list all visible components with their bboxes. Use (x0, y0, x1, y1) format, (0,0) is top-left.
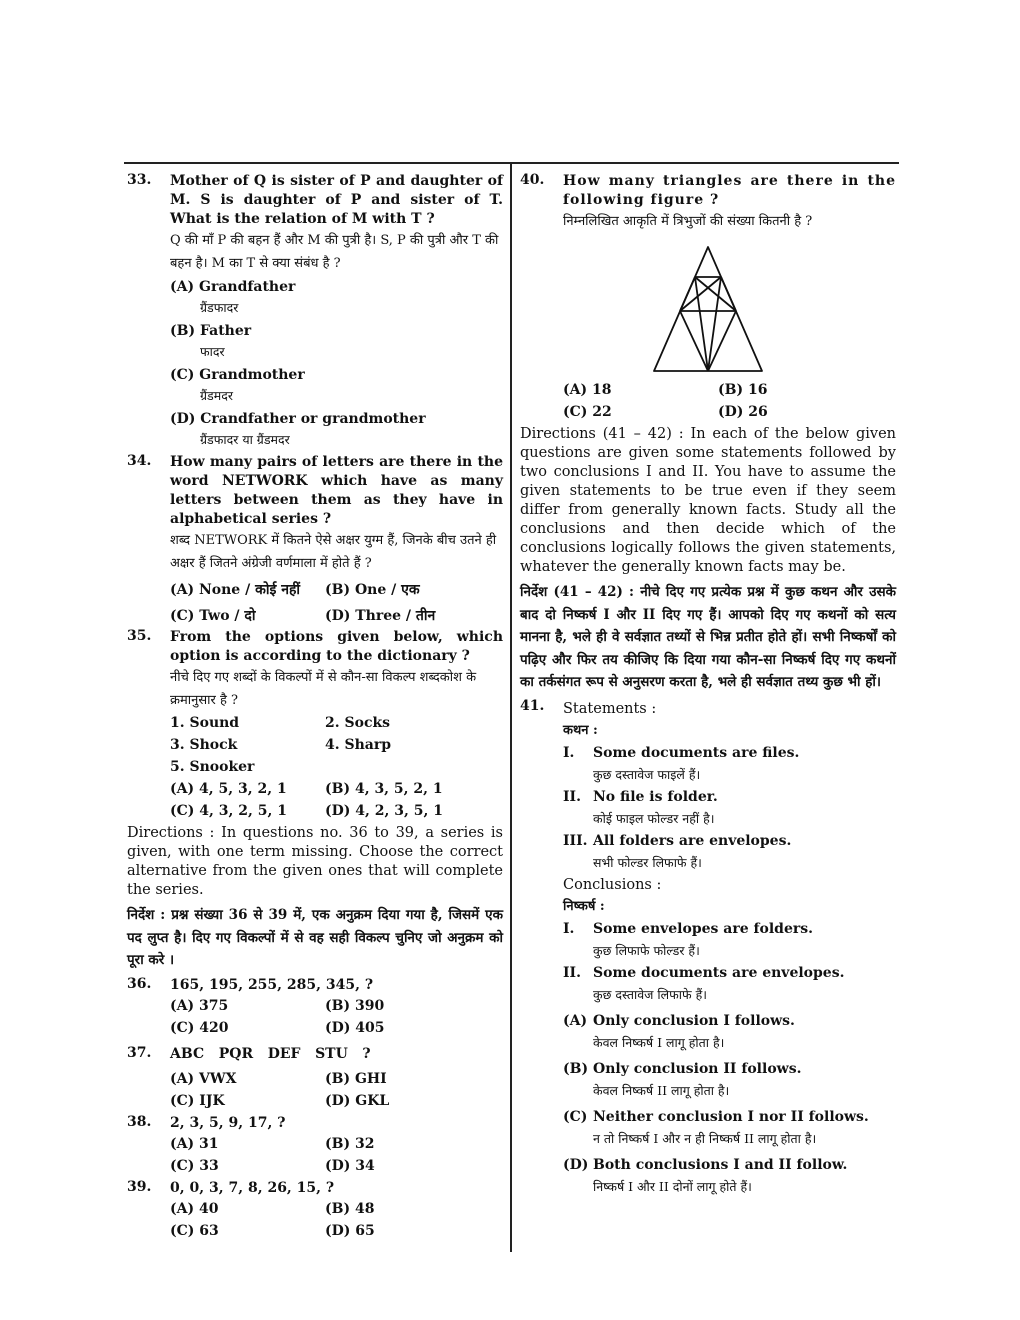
roman-numeral: I. (563, 920, 575, 937)
option-label: (A) (563, 1012, 588, 1029)
conclusion-1-hi: कुछ लिफाफे फोल्डर हैं। (593, 942, 700, 958)
option-c[interactable] (563, 1106, 896, 1128)
word-3: 3. Shock (170, 737, 238, 753)
option-c[interactable]: (C) 22 (563, 404, 612, 420)
question-text-en: How many pairs of letters are there in the word NETWORK which have as many letters between them as they have in alphabetical series ? (170, 454, 503, 527)
option-text: Neither conclusion I nor II follows. (593, 1108, 869, 1125)
word-1: 1. Sound (170, 715, 240, 731)
option-b-hi: फादर (200, 344, 225, 359)
option-a-hi: केवल निष्कर्ष I लागू होता है। (593, 1034, 725, 1050)
directions-36-39-hi: निर्देश : प्रश्न संख्या 36 से 39 में, एक अनुक्रम दिया गया है, जिसमें एक पद लुप्त है। दिए गए विकल्पों में से वह सही विकल्प चुनिए जो अनुक्रम को पूरा करे । (127, 907, 503, 968)
option-b[interactable]: (B) 32 (325, 1135, 375, 1152)
option-a[interactable]: (A) VWX (170, 1070, 237, 1087)
question-33 (127, 172, 503, 451)
option-c[interactable]: (C) 4, 3, 2, 5, 1 (170, 803, 287, 819)
conclusion-2 (563, 962, 896, 984)
left-column (127, 172, 503, 1242)
option-d[interactable]: (D) 405 (325, 1019, 385, 1036)
question-41 (520, 698, 896, 1198)
statement-text: No file is folder. (593, 788, 718, 805)
option-b-hi: केवल निष्कर्ष II लागू होता है। (593, 1082, 730, 1098)
question-38 (127, 1114, 503, 1177)
option-b[interactable]: (B) 16 (718, 382, 768, 398)
question-37 (127, 1045, 503, 1112)
option-a[interactable]: (A) None / कोई नहीं (170, 582, 301, 598)
word-5: 5. Snooker (170, 759, 255, 775)
option-c-hi: ग्रैंडमदर (200, 388, 233, 403)
question-text: 2, 3, 5, 9, 17, ? (170, 1114, 286, 1131)
question-text-en: From the options given below, which option is according to the dictionary ? (170, 629, 503, 664)
question-number: 36. (127, 975, 152, 992)
option-b[interactable]: (B) 4, 3, 5, 2, 1 (325, 781, 443, 797)
statements-label: Statements : (563, 700, 657, 717)
question-number: 41. (520, 697, 545, 714)
roman-numeral: II. (563, 788, 581, 805)
option-a[interactable] (563, 1010, 896, 1032)
option-text: Both conclusions I and II follow. (593, 1156, 848, 1173)
option-c[interactable]: (C) Grandmother (170, 367, 305, 383)
roman-numeral: III. (563, 832, 588, 849)
question-text-hi: नीचे दिए गए शब्दों के विकल्पों में से कौन-सा विकल्प शब्दकोश के क्रमानुसार है ? (170, 670, 477, 708)
statement-2 (563, 786, 896, 808)
option-c[interactable]: (C) 63 (170, 1222, 219, 1239)
option-b[interactable]: (B) GHI (325, 1070, 387, 1087)
option-b[interactable]: (B) 48 (325, 1200, 375, 1217)
option-d[interactable]: (D) 26 (718, 404, 768, 420)
option-label: (B) (563, 1060, 589, 1077)
question-text-en: Mother of Q is sister of P and daughter of M. S is daughter of P and sister of T. What is the relation of M with T ? (170, 173, 503, 227)
right-column (520, 172, 896, 1198)
roman-numeral: I. (563, 744, 575, 761)
question-number: 38. (127, 1113, 152, 1130)
triangle-figure (652, 243, 764, 375)
statement-1-hi: कुछ दस्तावेज फाइलें हैं। (593, 766, 701, 782)
word-2: 2. Socks (325, 715, 391, 731)
question-text-hi: Q की माँ P की बहन हैं और M की पुत्री है। S, P की पुत्री और T की बहन है। M का T से क्या संबंध है ? (170, 233, 499, 271)
statements-label-hi: कथन : (563, 722, 598, 738)
option-d-hi: ग्रैंडफादर या ग्रैंडमदर (200, 432, 290, 447)
question-number: 34. (127, 453, 152, 469)
option-a[interactable]: (A) 4, 5, 3, 2, 1 (170, 781, 287, 797)
directions-41-42-en: Directions (41 – 42) : In each of the below given questions are given some statements followed by two conclusions I and II. You have to assume the given statements to be true even if they seem differ from generally known facts. Study all the conclusions and then decide which of the conclusions logically follows the given statements, whatever the generally known facts may be. (520, 426, 896, 575)
option-b[interactable]: (B) One / एक (325, 582, 420, 598)
question-text: 165, 195, 255, 285, 345, ? (170, 976, 374, 993)
conclusions-label-hi: निष्कर्ष : (563, 898, 605, 914)
option-c[interactable]: (C) 33 (170, 1157, 219, 1174)
conclusion-2-hi: कुछ दस्तावेज लिफाफे हैं। (593, 986, 707, 1002)
option-c[interactable]: (C) 420 (170, 1019, 229, 1036)
option-a[interactable]: (A) 375 (170, 997, 229, 1014)
option-text: Only conclusion I follows. (593, 1012, 795, 1029)
option-a-hi: ग्रैंडफादर (200, 300, 239, 315)
directions-41-42-hi: निर्देश (41 – 42) : नीचे दिए गए प्रत्येक प्रश्न में कुछ कथन और उसके बाद दो निष्कर्ष I और II दिए गए हैं। आपको दिए गए कथनों को सत्य मानना है, भले ही वे सर्वज्ञात तथ्यों से भिन्न प्रतीत होते हों। सभी निष्कर्षों को पढ़िए और फिर तय कीजिए कि दिया गया कौन-सा निष्कर्ष दिए गए कथनों का तर्कसंगत रूप से अनुसरण करता है, भले ही सर्वज्ञात तथ्य कुछ भी हों। (520, 584, 896, 690)
option-d[interactable]: (D) Crandfather or grandmother (170, 411, 426, 427)
question-40 (520, 172, 896, 423)
conclusion-text: Some envelopes are folders. (593, 920, 814, 937)
option-a[interactable]: (A) 31 (170, 1135, 219, 1152)
option-b[interactable] (563, 1058, 896, 1080)
conclusions-label: Conclusions : (563, 876, 662, 893)
statement-text: All folders are envelopes. (593, 832, 792, 849)
option-d[interactable]: (D) 65 (325, 1222, 375, 1239)
column-divider (510, 164, 512, 1252)
question-number: 39. (127, 1178, 152, 1195)
option-a[interactable]: (A) Grandfather (170, 279, 296, 295)
outer-triangle (654, 247, 762, 371)
option-d[interactable] (563, 1154, 896, 1176)
question-35 (127, 628, 503, 822)
option-b[interactable]: (B) 390 (325, 997, 385, 1014)
option-label: (D) (563, 1156, 589, 1173)
question-number: 40. (520, 172, 545, 188)
question-36 (127, 976, 503, 1039)
question-number: 37. (127, 1044, 152, 1061)
statement-2-hi: कोई फाइल फोल्डर नहीं है। (593, 810, 715, 826)
conclusion-1 (563, 918, 896, 940)
option-d[interactable]: (D) GKL (325, 1092, 390, 1109)
question-34 (127, 453, 503, 627)
option-text: Only conclusion II follows. (593, 1060, 802, 1077)
option-a[interactable]: (A) 40 (170, 1200, 219, 1217)
question-text-hi: निम्नलिखित आकृति में त्रिभुजों की संख्या कितनी है ? (563, 214, 813, 229)
option-d[interactable]: (D) 4, 2, 3, 5, 1 (325, 803, 443, 819)
statement-3-hi: सभी फोल्डर लिफाफे हैं। (593, 854, 702, 870)
statement-3 (563, 830, 896, 852)
question-39 (127, 1179, 503, 1242)
option-c[interactable]: (C) Two / दो (170, 608, 256, 624)
word-4: 4. Sharp (325, 737, 392, 753)
question-text-hi: शब्द NETWORK में कितने ऐसे अक्षर युग्म हैं, जिनके बीच उतने ही अक्षर हैं जितने अंग्रेजी वर्णमाला में होते हैं ? (170, 533, 497, 571)
option-label: (C) (563, 1108, 588, 1125)
option-d[interactable]: (D) Three / तीन (325, 608, 436, 624)
question-text-en: How many triangles are there in the following figure ? (563, 173, 896, 208)
roman-numeral: II. (563, 964, 581, 981)
question-text: 0, 0, 3, 7, 8, 26, 15, ? (170, 1179, 335, 1196)
option-c[interactable]: (C) IJK (170, 1092, 225, 1109)
question-number: 35. (127, 628, 152, 644)
question-text: ABC PQR DEF STU ? (170, 1045, 371, 1062)
conclusion-text: Some documents are envelopes. (593, 964, 845, 981)
directions-36-39-en: Directions : In questions no. 36 to 39, a series is given, with one term missing. Choose the correct alternative from the given ones that will complete the series. (127, 825, 503, 898)
question-number: 33. (127, 172, 152, 188)
option-d[interactable]: (D) 34 (325, 1157, 375, 1174)
option-b[interactable]: (B) Father (170, 323, 252, 339)
option-a[interactable]: (A) 18 (563, 382, 612, 398)
option-d-hi: निष्कर्ष I और II दोनों लागू होते हैं। (593, 1178, 752, 1194)
statement-1 (563, 742, 896, 764)
option-c-hi: न तो निष्कर्ष I और न ही निष्कर्ष II लागू होता है। (593, 1130, 817, 1146)
statement-text: Some documents are files. (593, 744, 800, 761)
